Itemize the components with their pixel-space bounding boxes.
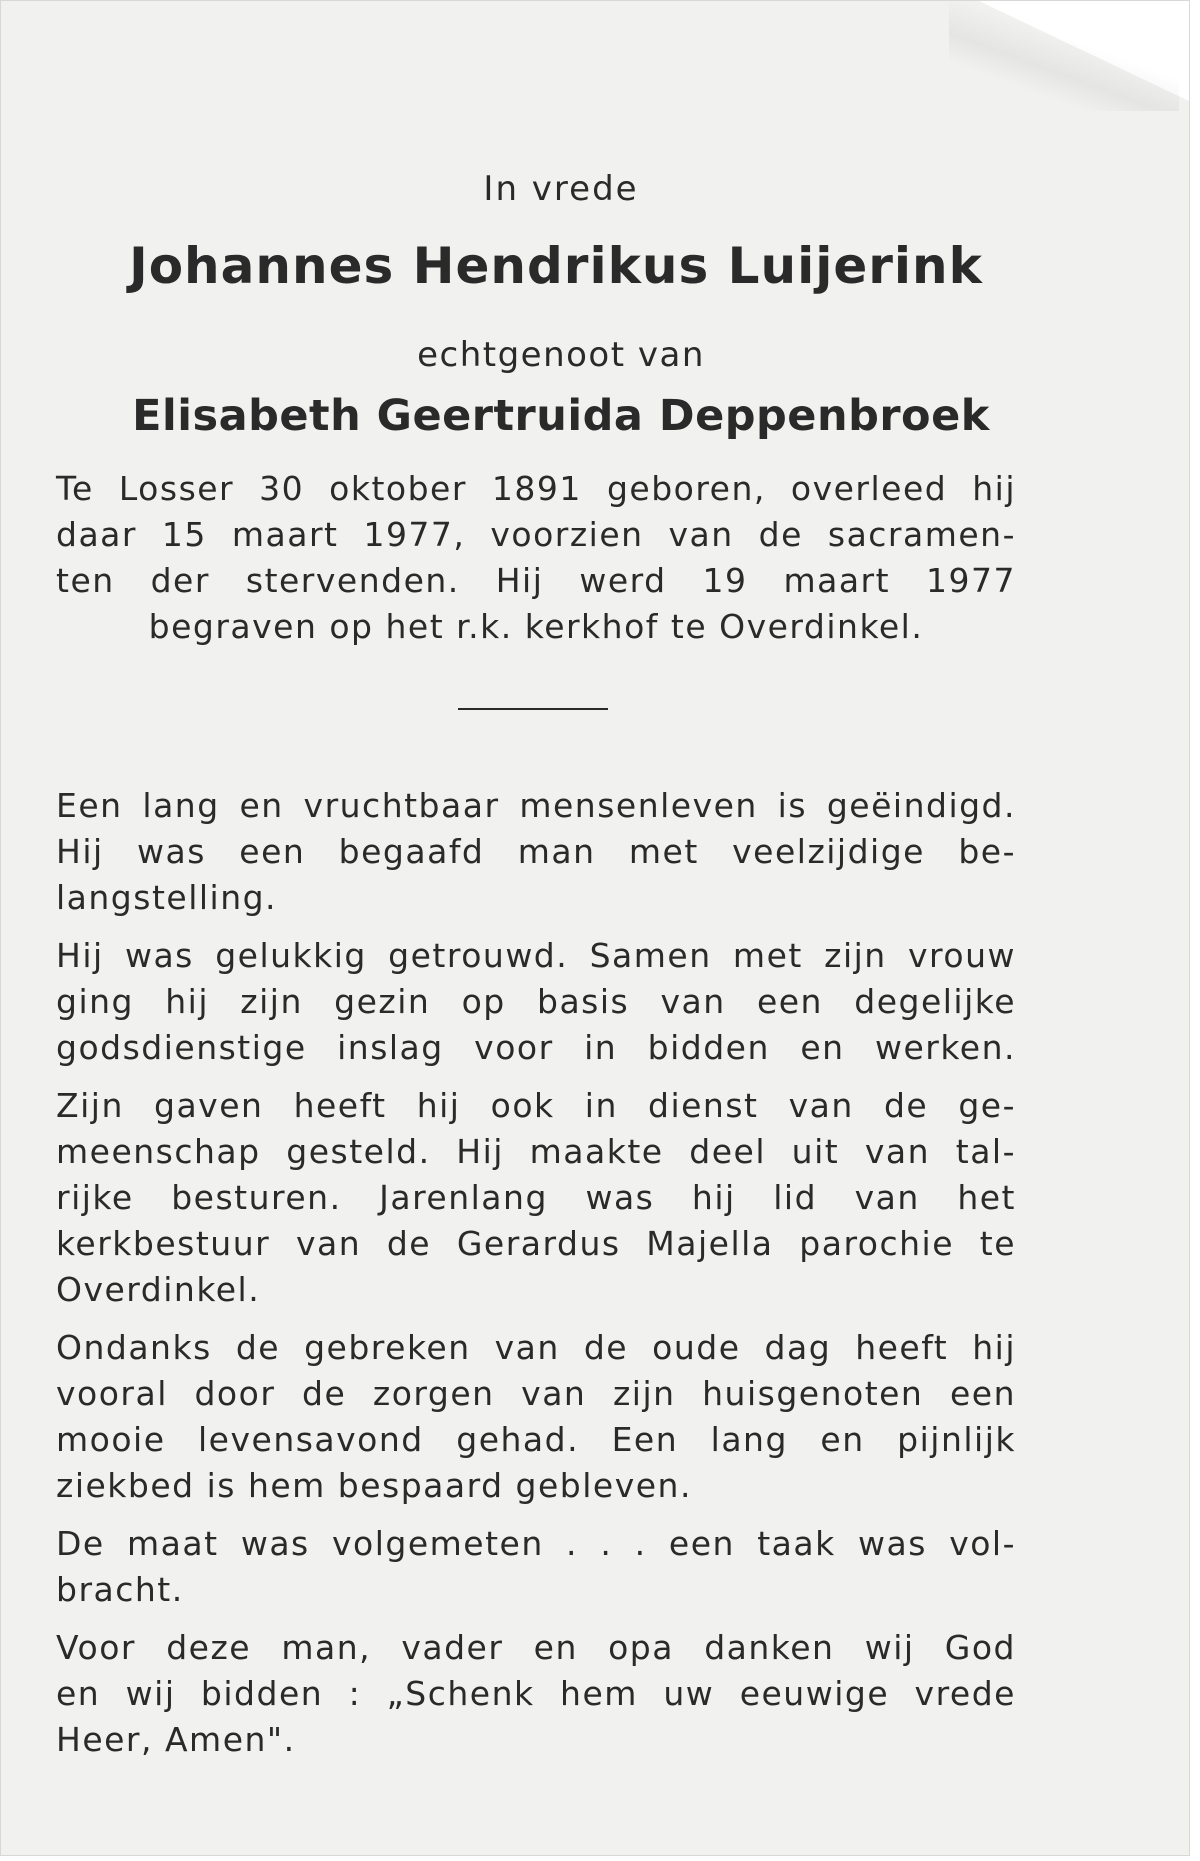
biographical-info — [56, 466, 1016, 650]
body-line: bracht. — [56, 1570, 184, 1609]
memorial-text — [56, 783, 1016, 1763]
body-line: meenschap gesteld. Hij maakte deel uit van tal- — [56, 1132, 1016, 1171]
body-line: langstelling. — [56, 878, 278, 917]
body-line: Hij was een begaafd man met veelzijdige be- — [56, 832, 1016, 871]
body-line: Zijn gaven heeft hij ook in dienst van de ge- — [56, 1086, 1016, 1125]
spouse-intro: echtgenoot van — [417, 335, 705, 375]
folded-corner — [979, 1, 1189, 101]
body-line: vooral door de zorgen van zijn huisgenoten een — [56, 1374, 1016, 1413]
body-line: Overdinkel. — [56, 1270, 261, 1309]
body-line: Voor deze man, vader en opa danken wij God — [56, 1628, 1016, 1667]
in-vrede-heading: In vrede — [483, 169, 639, 209]
info-line: begraven op het r.k. kerkhof te Overdinkel. — [148, 607, 924, 646]
info-line: daar 15 maart 1977, voorzien van de sacramen- — [56, 515, 1016, 554]
deceased-name: Johannes Hendrikus Luijerink — [129, 237, 983, 295]
section-divider — [458, 708, 608, 710]
body-line: Hij was gelukkig getrouwd. Samen met zijn vrouw — [56, 936, 1016, 975]
body-line: Ondanks de gebreken van de oude dag heeft hij — [56, 1328, 1016, 1367]
body-line: Een lang en vruchtbaar mensenleven is geëindigd. — [56, 786, 1016, 825]
spouse-name: Elisabeth Geertruida Deppenbroek — [132, 391, 990, 441]
body-line: godsdienstige inslag voor in bidden en werken. — [56, 1028, 1016, 1067]
info-line: Te Losser 30 oktober 1891 geboren, overleed hij — [56, 469, 1016, 508]
body-line: De maat was volgemeten . . . een taak was vol- — [56, 1524, 1016, 1563]
info-line: ten der stervenden. Hij werd 19 maart 1977 — [56, 561, 1016, 600]
body-line: en wij bidden : „Schenk hem uw eeuwige vrede — [56, 1674, 1016, 1713]
body-line: Heer, Amen". — [56, 1720, 296, 1759]
body-line: ziekbed is hem bespaard gebleven. — [56, 1466, 692, 1505]
body-line: ging hij zijn gezin op basis van een degelijke — [56, 982, 1016, 1021]
body-line: kerkbestuur van de Gerardus Majella parochie te — [56, 1224, 1016, 1263]
body-line: rijke besturen. Jarenlang was hij lid van het — [56, 1178, 1016, 1217]
body-line: mooie levensavond gehad. Een lang en pijnlijk — [56, 1420, 1016, 1459]
